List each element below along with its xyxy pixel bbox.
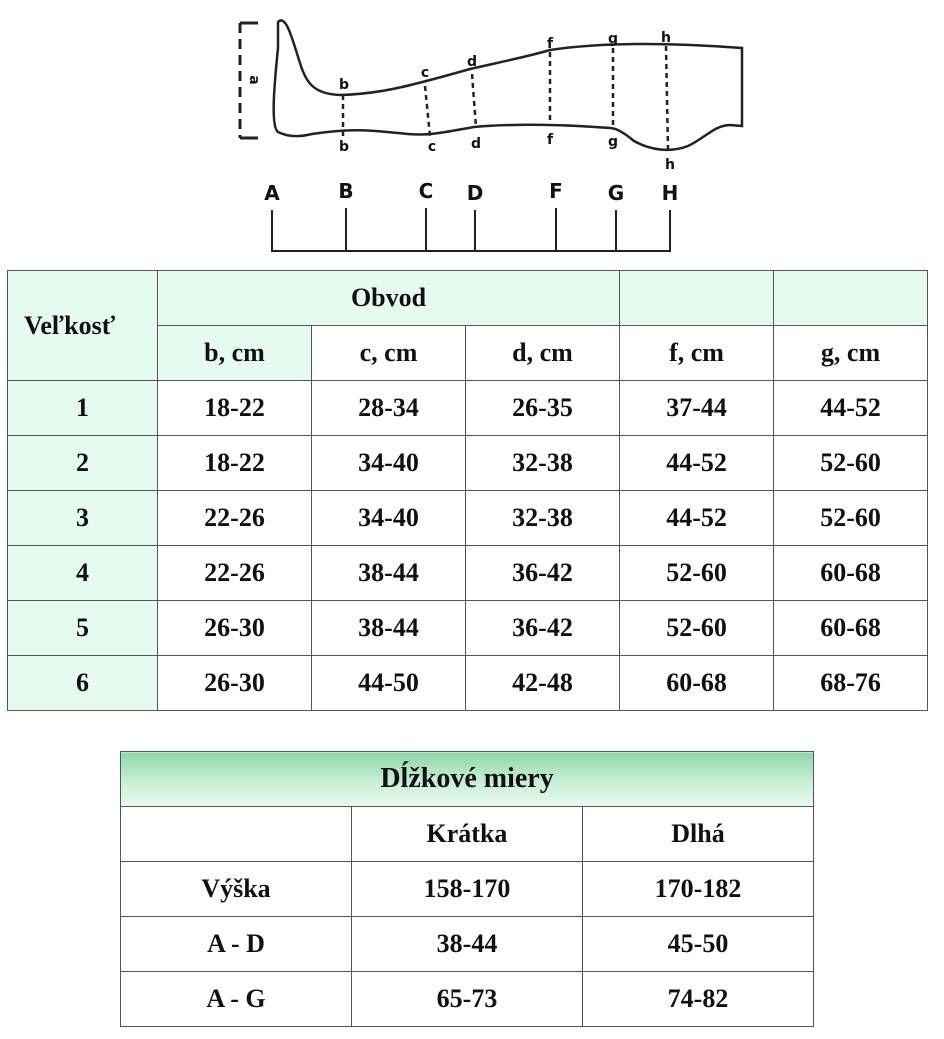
label-g-bottom: g [607,134,619,150]
value-cell: 74-82 [583,972,814,1027]
value-cell: 170-182 [583,862,814,917]
value-cell: 60-68 [774,546,928,601]
label-b-bottom: b [338,139,350,155]
column-header-g: g, cm [774,326,928,381]
value-cell: 26-35 [466,381,620,436]
label-f-top: f [546,36,554,52]
value-cell: 26-30 [158,656,312,711]
value-cell: 26-30 [158,601,312,656]
leg-measurement-diagram [230,8,760,258]
value-cell: 44-52 [620,491,774,546]
label-d-bottom: d [470,136,482,152]
empty-header-cell [774,271,928,326]
table-row [8,546,928,601]
value-cell: 32-38 [466,491,620,546]
table-row [8,491,928,546]
value-cell: 60-68 [774,601,928,656]
label-h-top: h [661,30,671,46]
value-cell: 38-44 [352,917,583,972]
value-cell: 18-22 [158,436,312,491]
value-cell: 45-50 [583,917,814,972]
value-cell: 34-40 [312,436,466,491]
dimension-a-label: a [246,75,262,85]
value-cell: 36-42 [466,601,620,656]
table-row [121,862,814,917]
value-cell: 18-22 [158,381,312,436]
length-ruler [271,208,671,251]
column-header-long: Dlhá [583,807,814,862]
value-cell: 36-42 [466,546,620,601]
length-label-F: F [549,179,563,203]
size-cell: 1 [8,381,158,436]
label-c-bottom: c [427,139,437,155]
column-header-f: f, cm [620,326,774,381]
empty-header-cell [121,807,352,862]
row-label: Výška [121,862,352,917]
table-row [8,381,928,436]
size-cell: 2 [8,436,158,491]
length-label-G: G [607,181,625,205]
value-cell: 52-60 [774,436,928,491]
length-measurements-table [120,751,814,1027]
value-cell: 22-26 [158,546,312,601]
column-header-short: Krátka [352,807,583,862]
circumference-group-header: Obvod [158,271,620,326]
value-cell: 34-40 [312,491,466,546]
value-cell: 32-38 [466,436,620,491]
length-point-labels [264,179,678,205]
label-b-top: b [338,77,350,93]
label-g-top: g [607,31,619,47]
value-cell: 44-50 [312,656,466,711]
length-label-B: B [338,179,354,203]
length-label-D: D [466,181,484,205]
label-h-bottom: h [665,157,675,173]
length-table-title: Dĺžkové miery [121,752,814,807]
value-cell: 52-60 [620,601,774,656]
table-row [121,917,814,972]
value-cell: 38-44 [312,546,466,601]
dimension-a-bracket [240,23,262,138]
size-cell: 3 [8,491,158,546]
value-cell: 158-170 [352,862,583,917]
column-header-c: c, cm [312,326,466,381]
value-cell: 52-60 [620,546,774,601]
column-header-d: d, cm [466,326,620,381]
row-label: A - D [121,917,352,972]
size-cell: 6 [8,656,158,711]
value-cell: 60-68 [620,656,774,711]
table-row [8,601,928,656]
table-row [8,656,928,711]
value-cell: 65-73 [352,972,583,1027]
value-cell: 68-76 [774,656,928,711]
circumference-bottom-labels [339,132,675,173]
empty-header-cell [620,271,774,326]
value-cell: 38-44 [312,601,466,656]
length-label-A: A [264,181,280,205]
value-cell: 28-34 [312,381,466,436]
value-cell: 37-44 [620,381,774,436]
label-c-top: c [420,65,430,81]
value-cell: 44-52 [774,381,928,436]
column-header-b: b, cm [158,326,312,381]
value-cell: 42-48 [466,656,620,711]
length-label-H: H [661,181,679,205]
row-label: A - G [121,972,352,1027]
size-cell: 5 [8,601,158,656]
size-circumference-table [7,270,928,711]
value-cell: 52-60 [774,491,928,546]
table-row [8,436,928,491]
value-cell: 22-26 [158,491,312,546]
value-cell: 44-52 [620,436,774,491]
size-cell: 4 [8,546,158,601]
label-d-top: d [466,54,478,70]
table-row [121,972,814,1027]
label-f-bottom: f [546,132,554,148]
size-header: Veľkosť [8,271,158,381]
length-label-C: C [418,179,434,203]
